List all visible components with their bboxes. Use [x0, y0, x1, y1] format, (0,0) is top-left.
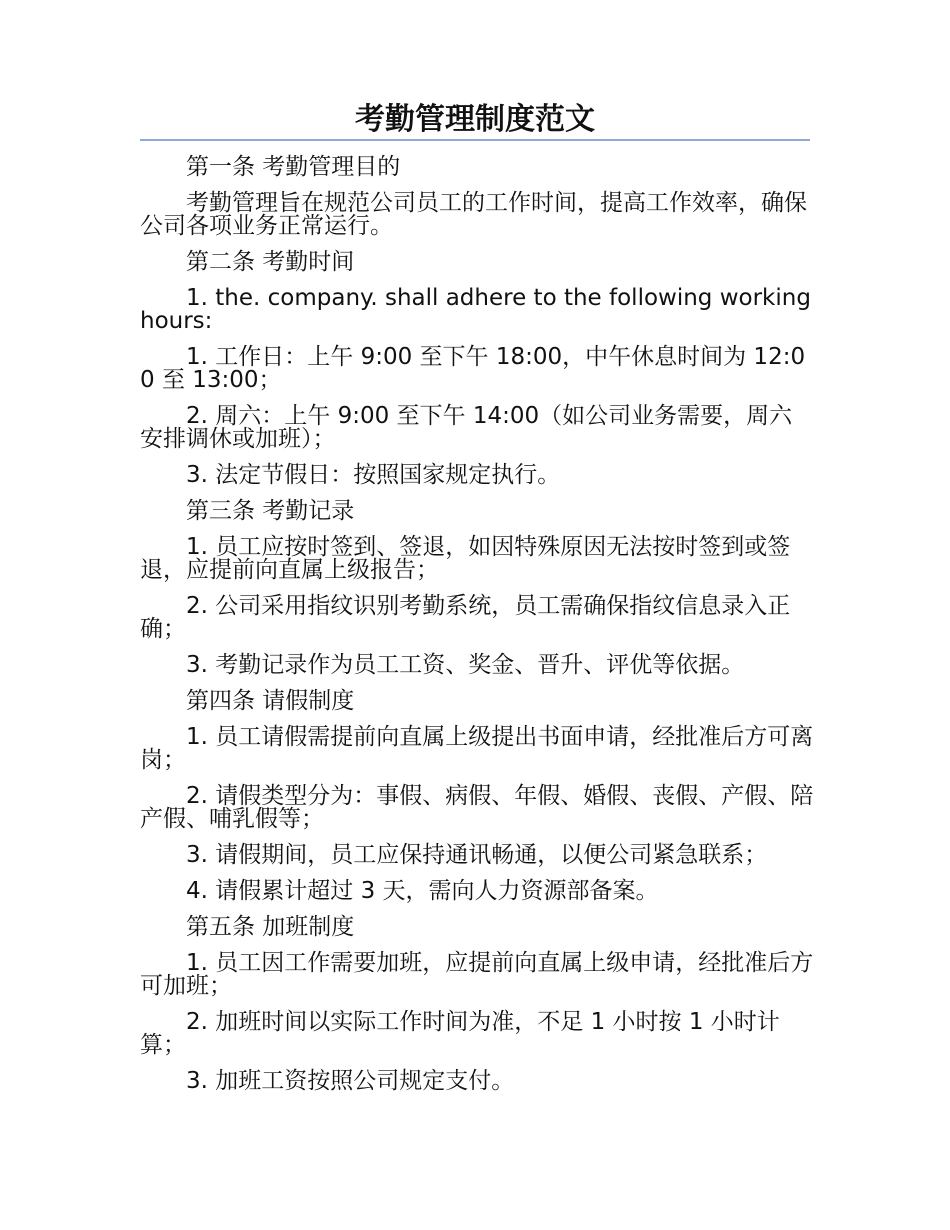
section-heading: 第三条 考勤记录	[186, 498, 355, 524]
document-title: 考勤管理制度范文	[355, 102, 595, 137]
paragraph: 3. 加班工资按照公司规定支付。	[186, 1068, 515, 1094]
document-body	[140, 156, 815, 1106]
section-heading: 第五条 加班制度	[186, 914, 355, 940]
paragraph: 4. 请假累计超过 3 天，需向人力资源部备案。	[186, 878, 659, 904]
paragraph: 1. the. company. shall adhere to the following working hours:	[140, 285, 811, 334]
paragraph: 2. 请假类型分为：事假、病假、年假、婚假、丧假、产假、陪产假、哺乳假等；	[140, 783, 814, 832]
paragraph: 3. 请假期间，员工应保持通讯畅通，以便公司紧急联系；	[186, 842, 768, 868]
title-underline	[140, 139, 810, 141]
paragraph: 1. 员工请假需提前向直属上级提出书面申请，经批准后方可离岗；	[140, 724, 814, 773]
paragraph: 考勤管理旨在规范公司员工的工作时间，提高工作效率，确保公司各项业务正常运行。	[140, 190, 807, 239]
paragraph: 3. 法定节假日：按照国家规定执行。	[186, 462, 561, 488]
paragraph: 2. 公司采用指纹识别考勤系统，员工需确保指纹信息录入正确；	[140, 593, 791, 642]
paragraph: 2. 加班时间以实际工作时间为准，不足 1 小时按 1 小时计算；	[140, 1009, 780, 1058]
section-heading: 第一条 考勤管理目的	[186, 154, 401, 180]
paragraph: 3. 考勤记录作为员工工资、奖金、晋升、评优等依据。	[186, 652, 745, 678]
paragraph: 1. 员工因工作需要加班，应提前向直属上级申请，经批准后方可加班；	[140, 950, 814, 999]
section-heading: 第二条 考勤时间	[186, 249, 355, 275]
paragraph: 1. 员工应按时签到、签退，如因特殊原因无法按时签到或签退，应提前向直属上级报告；	[140, 534, 791, 583]
paragraph: 1. 工作日：上午 9:00 至下午 18:00，中午休息时间为 12:00 至 13:00；	[140, 344, 806, 393]
section-heading: 第四条 请假制度	[186, 688, 355, 714]
paragraph: 2. 周六：上午 9:00 至下午 14:00（如公司业务需要，周六安排调休或加班）；	[140, 403, 793, 452]
